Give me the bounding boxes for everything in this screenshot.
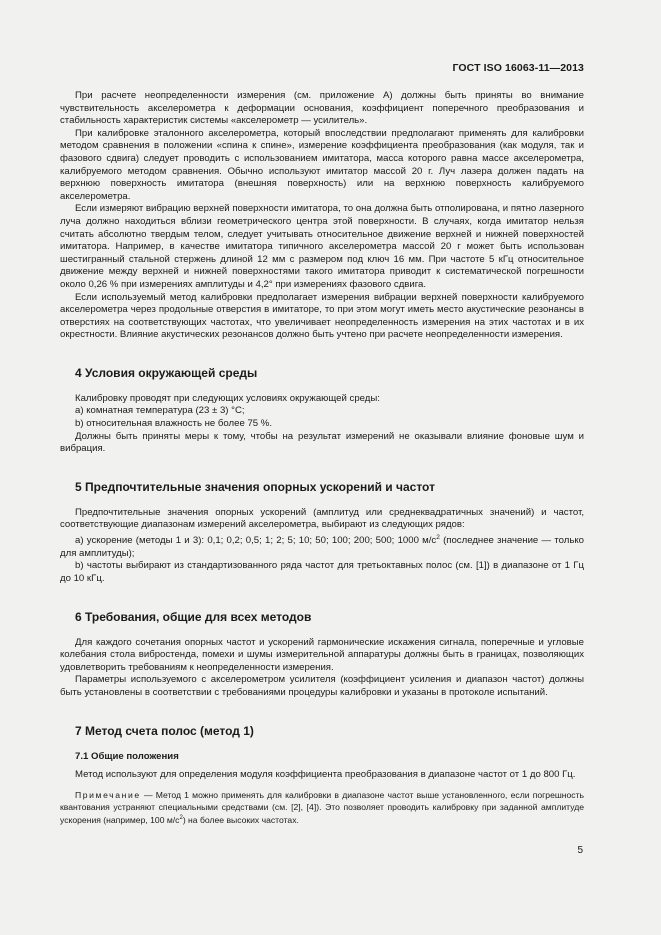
page-number: 5 xyxy=(577,845,583,856)
section-heading-6: 6 Требования, общие для всех методов xyxy=(75,609,312,624)
note-dash: — xyxy=(140,790,156,801)
superscript: 2 xyxy=(436,534,440,542)
paragraph: Если используемый метод калибровки предполагает измерения вибрации верхней поверхности калибруемого акселерометра через продольные отверстия в имитаторе, то при этом могут иметь место акустические резонансы в отверстиях на соответствующих частотах, что увеличивает неопределенность измерения на этих частотах и в их окрестности. Влияние акустических резонансов должно быть учтено при расчете неопределенности измерения. xyxy=(60,291,584,341)
list-item: b) относительная влажность не более 75 %. xyxy=(75,418,272,430)
note xyxy=(60,790,584,826)
paragraph: При калибровке эталонного акселерометра, который впоследствии предполагают применять для калибровки методом сравнения в положении «спина к спине», измерение коэффициента преобразования (как модуля, так и фазового сдвига) следует проводить с использованием имитатора, масса которого равна массе акселерометра, калибруемого методом сравнения. Обычно используют имитатор массой 20 г. Луч лазера должен падать на верхнюю поверхность имитатора (внешняя поверхность) или на верхнюю поверхность калибруемого акселерометра. xyxy=(60,127,584,202)
subsection-heading-7-1: 7.1 Общие положения xyxy=(75,750,179,762)
paragraph: Калибровку проводят при следующих условиях окружающей среды: xyxy=(75,392,380,404)
paragraph: Должны быть приняты меры к тому, чтобы на результат измерений не оказывали влияние фоновые шум и вибрация. xyxy=(60,430,584,455)
paragraph: Предпочтительные значения опорных ускорений (амплитуд или среднеквадратичных значений) и частот, соответствующие диапазонам измерений акселерометра, выбирают из следующих рядов: xyxy=(60,506,584,531)
paragraph: Параметры используемого с акселерометром усилителя (коэффициент усиления и диапазон частот) должны быть установлены в соответствии с требованиями процедуры калибровки и указаны в протоколе испытаний. xyxy=(60,674,584,698)
superscript: 2 xyxy=(179,815,183,822)
paragraph: При расчете неопределенности измерения (см. приложение А) должны быть приняты во внимание чувствительность акселерометра к деформации основания, коэффициент поперечного преобразования и стабильность характеристик системы «акселерометр — усилитель». xyxy=(60,90,584,127)
paragraph: Для каждого сочетания опорных частот и ускорений гармонические искажения сигнала, поперечные и угловые колебания стола вибростенда, помехи и шумы измерительной аппаратуры должны быть в границах, позволяющих удовлетворить требованиям к неопределенности измерения. xyxy=(60,636,584,673)
list-item: a) комнатная температура (23 ± 3) °С; xyxy=(75,405,245,417)
page-content xyxy=(60,90,584,827)
list-item-text: a) ускорение (методы 1 и 3): 0,1; 0,2; 0,5; 1; 2; 5; 10; 50; 100; 200; 500; 1000 м/с xyxy=(75,535,437,547)
list-item-text: (последнее значение — только для амплитуды); xyxy=(60,535,584,559)
paragraph: Если измеряют вибрацию верхней поверхности имитатора, то она должна быть отполирована, и пятно лазерного луча должно находиться вблизи геометрического центра этой поверхности. В случаях, когда имитатор нельзя считать абсолютно твердым телом, следует учитывать относительное движение верхней и нижней поверхностей имитатора. Например, в качестве имитатора типичного акселерометра массой 20 г может быть использован шестигранный стальной стержень длиной 12 мм с размером под ключ 16 мм. При частоте 5 кГц относительное движение между верхней и нижней поверхностями такого имитатора приводит к систематической погрешности около 0,26 % при измерениях амплитуды и 4,2° при измерениях фазового сдвига. xyxy=(60,203,584,290)
note-text: ) на более высоких частотах. xyxy=(182,815,299,826)
note-label: Примечание xyxy=(75,790,141,801)
paragraph: Метод используют для определения модуля коэффициента преобразования в диапазоне частот от 1 до 800 Гц. xyxy=(75,768,576,780)
note-text: Метод 1 можно применять для калибровки в диапазоне частот выше установленного, если погрешность квантования устраняют специальными средствами (см. [2], [4]). Это позволяет проводить калибровку при заданной амплитуде ускорения (например, 100 м/с xyxy=(60,790,584,826)
list-item: b) частоты выбирают из стандартизованного ряда частот для третьоктавных полос (см. [1]) в диапазоне от 1 Гц до 10 кГц. xyxy=(60,560,584,584)
document-number-header: ГОСТ ISO 16063-11—2013 xyxy=(452,62,584,74)
section-heading-5: 5 Предпочтительные значения опорных ускорений и частот xyxy=(75,479,435,494)
section-heading-7: 7 Метод счета полос (метод 1) xyxy=(75,723,254,738)
list-item xyxy=(60,532,584,560)
section-heading-4: 4 Условия окружающей среды xyxy=(75,365,258,380)
